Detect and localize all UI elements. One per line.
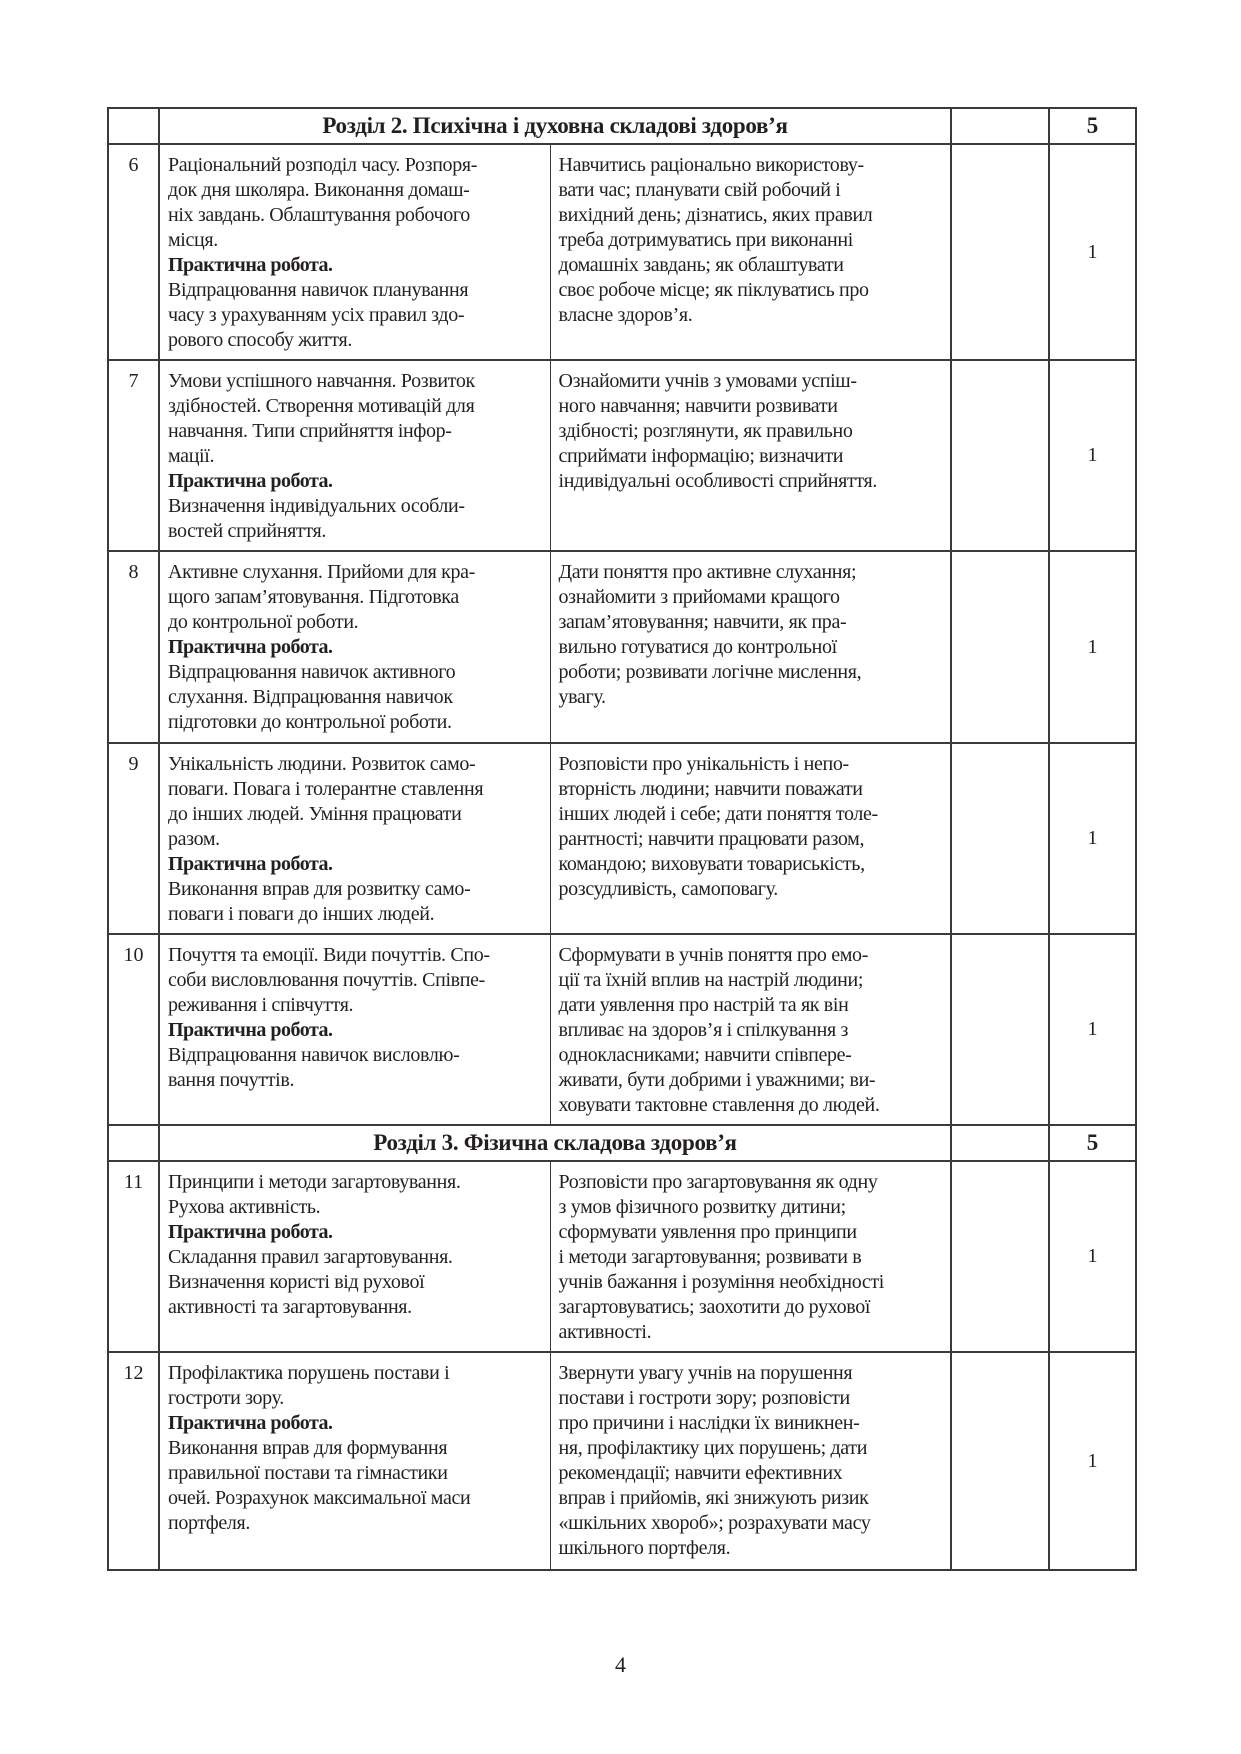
text-line: ознайомити з прийомами кращого xyxy=(558,586,840,608)
text-line: сформувати уявлення про принципи xyxy=(558,1221,857,1243)
text-line: вильно готуватися до контрольної xyxy=(558,636,837,658)
text-line: Рухова активність. xyxy=(168,1196,321,1218)
section-number-cell xyxy=(108,1125,159,1161)
lesson-empty-cell xyxy=(951,1352,1049,1570)
text-line: Принципи і методи загартовування. xyxy=(168,1171,461,1193)
lesson-empty-cell xyxy=(951,1161,1049,1352)
lesson-topic xyxy=(160,361,550,550)
text-line: треба дотримуватись при виконанні xyxy=(558,229,853,251)
text-line: Активне слухання. Прийоми для кра- xyxy=(168,561,475,583)
lesson-row xyxy=(108,551,1136,743)
text-line: Відпрацювання навичок планування xyxy=(168,279,469,301)
text-line: місця. xyxy=(168,229,218,251)
text-line: індивідуальні особливості сприйняття. xyxy=(558,470,878,492)
text-line: разом. xyxy=(168,828,220,850)
lesson-topic-cell xyxy=(159,144,550,360)
lesson-topic xyxy=(160,744,550,933)
lesson-hours: 1 xyxy=(1049,1352,1136,1570)
text-line: розсудливість, самоповагу. xyxy=(558,878,778,900)
lesson-hours: 1 xyxy=(1049,144,1136,360)
lesson-goals xyxy=(551,1353,951,1567)
text-line: Раціональний розподіл часу. Розпоря- xyxy=(168,154,478,176)
text-line: правильної постави та гімнастики xyxy=(168,1462,448,1484)
text-line: Розповісти про загартовування як одну xyxy=(558,1171,878,1193)
text-line: Виконання вправ для розвитку само- xyxy=(168,878,471,900)
curriculum-table-body xyxy=(108,108,1136,1570)
text-line: живати, бути добрими і уважними; ви- xyxy=(558,1069,876,1091)
text-line: активності. xyxy=(558,1321,652,1343)
lesson-goals xyxy=(551,744,951,908)
lesson-hours: 1 xyxy=(1049,360,1136,551)
lesson-topic-cell xyxy=(159,1352,550,1570)
lesson-empty-cell xyxy=(951,551,1049,743)
text-line: ніх завдань. Облаштування робочого xyxy=(168,204,470,226)
text-line: підготовки до контрольної роботи. xyxy=(168,711,452,733)
lesson-topic-cell xyxy=(159,1161,550,1352)
lesson-topic xyxy=(160,935,550,1099)
text-line: мації. xyxy=(168,445,215,467)
lesson-hours: 1 xyxy=(1049,934,1136,1125)
section-number-cell xyxy=(108,108,159,144)
lesson-goals xyxy=(551,1162,951,1351)
text-line: здібності; розглянути, як правильно xyxy=(558,420,853,442)
lesson-row xyxy=(108,934,1136,1125)
text-line: вправ і прийомів, які знижують ризик xyxy=(558,1487,869,1509)
section-title: Розділ 2. Психічна і духовна складові здоров’я xyxy=(159,108,951,144)
text-line: Відпрацювання навичок активного xyxy=(168,661,456,683)
lesson-empty-cell xyxy=(951,934,1049,1125)
text-line: ня, профілактику цих порушень; дати xyxy=(558,1437,868,1459)
text-line: рантності; навчити працювати разом, xyxy=(558,828,865,850)
text-line: увагу. xyxy=(558,686,606,708)
lesson-topic-cell xyxy=(159,360,550,551)
text-line: портфеля. xyxy=(168,1512,251,1534)
text-line: поваги і поваги до інших людей. xyxy=(168,903,435,925)
lesson-number: 9 xyxy=(108,743,159,934)
text-line: док дня школяра. Виконання домаш- xyxy=(168,179,470,201)
lesson-row xyxy=(108,144,1136,360)
lesson-empty-cell xyxy=(951,743,1049,934)
practical-work-label: Практична робота. xyxy=(168,853,333,875)
text-line: соби висловлювання почуттів. Співпе- xyxy=(168,969,485,991)
text-line: постави і гостроти зору; розповісти xyxy=(558,1387,850,1409)
text-line: сприймати інформацію; визначити xyxy=(558,445,844,467)
lesson-goal-cell xyxy=(550,360,951,551)
text-line: до контрольної роботи. xyxy=(168,611,359,633)
lesson-goal-cell xyxy=(550,551,951,743)
lesson-topic xyxy=(160,145,550,359)
text-line: Визначення користі від рухової xyxy=(168,1271,425,1293)
text-line: Звернути увагу учнів на порушення xyxy=(558,1362,853,1384)
section-hours: 5 xyxy=(1049,108,1136,144)
text-line: вати час; планувати свій робочий і xyxy=(558,179,841,201)
text-line: рового способу життя. xyxy=(168,329,352,351)
lesson-number: 11 xyxy=(108,1161,159,1352)
text-line: командою; виховувати товариськість, xyxy=(558,853,865,875)
section-header-row xyxy=(108,1125,1136,1161)
text-line: Виконання вправ для формування xyxy=(168,1437,448,1459)
lesson-goals xyxy=(551,552,951,716)
text-line: навчання. Типи сприйняття інфор- xyxy=(168,420,452,442)
text-line: домашніх завдань; як облаштувати xyxy=(558,254,844,276)
lesson-number: 8 xyxy=(108,551,159,743)
lesson-topic xyxy=(160,1162,550,1326)
lesson-goals xyxy=(551,935,951,1124)
text-line: і методи загартовування; розвивати в xyxy=(558,1246,862,1268)
page-number: 4 xyxy=(615,1652,626,1677)
lesson-topic-cell xyxy=(159,743,550,934)
lesson-goal-cell xyxy=(550,1161,951,1352)
text-line: здібностей. Створення мотивацій для xyxy=(168,395,475,417)
text-line: вання почуттів. xyxy=(168,1069,295,1091)
practical-work-label: Практична робота. xyxy=(168,1412,333,1434)
text-line: очей. Розрахунок максимальної маси xyxy=(168,1487,471,1509)
text-line: востей сприйняття. xyxy=(168,520,327,542)
text-line: запам’ятовування; навчити, як пра- xyxy=(558,611,847,633)
lesson-row xyxy=(108,360,1136,551)
section-header-row xyxy=(108,108,1136,144)
section-empty-cell xyxy=(951,1125,1049,1161)
lesson-goal-cell xyxy=(550,1352,951,1570)
text-line: Визначення індивідуальних особли- xyxy=(168,495,465,517)
lesson-number: 10 xyxy=(108,934,159,1125)
text-line: Навчитись раціонально використову- xyxy=(558,154,864,176)
text-line: рекомендації; навчити ефективних xyxy=(558,1462,843,1484)
text-line: вторність людини; навчити поважати xyxy=(558,778,863,800)
lesson-goal-cell xyxy=(550,743,951,934)
text-line: Унікальність людини. Розвиток само- xyxy=(168,753,476,775)
text-line: Сформувати в учнів поняття про емо- xyxy=(558,944,869,966)
text-line: «шкільних хвороб»; розрахувати масу xyxy=(558,1512,871,1534)
text-line: Ознайомити учнів з умовами успіш- xyxy=(558,370,857,392)
practical-work-label: Практична робота. xyxy=(168,1221,333,1243)
text-line: реживання і співчуття. xyxy=(168,994,354,1016)
lesson-goals xyxy=(551,145,951,334)
lesson-row xyxy=(108,1352,1136,1570)
text-line: ції та їхній вплив на настрій людини; xyxy=(558,969,864,991)
section-title: Розділ 3. Фізична складова здоров’я xyxy=(159,1125,951,1161)
text-line: вихідний день; дізнатись, яких правил xyxy=(558,204,873,226)
lesson-goal-cell xyxy=(550,934,951,1125)
practical-work-label: Практична робота. xyxy=(168,1019,333,1041)
lesson-topic-cell xyxy=(159,551,550,743)
text-line: про причини і наслідки їх виникнен- xyxy=(558,1412,860,1434)
text-line: Складання правил загартовування. xyxy=(168,1246,453,1268)
text-line: поваги. Повага і толерантне ставлення xyxy=(168,778,484,800)
lesson-empty-cell xyxy=(951,144,1049,360)
practical-work-label: Практична робота. xyxy=(168,254,333,276)
lesson-hours: 1 xyxy=(1049,743,1136,934)
lesson-hours: 1 xyxy=(1049,551,1136,743)
text-line: власне здоров’я. xyxy=(558,304,693,326)
lesson-row xyxy=(108,743,1136,934)
text-line: загартовуватись; заохотити до рухової xyxy=(558,1296,871,1318)
text-line: слухання. Відпрацювання навичок xyxy=(168,686,453,708)
text-line: Профілактика порушень постави і xyxy=(168,1362,450,1384)
text-line: Розповісти про унікальність і непо- xyxy=(558,753,849,775)
text-line: шкільного портфеля. xyxy=(558,1537,731,1559)
section-hours: 5 xyxy=(1049,1125,1136,1161)
text-line: учнів бажання і розуміння необхідності xyxy=(558,1271,885,1293)
lesson-topic-cell xyxy=(159,934,550,1125)
text-line: гостроти зору. xyxy=(168,1387,284,1409)
text-line: дати уявлення про настрій та як він xyxy=(558,994,849,1016)
lesson-hours: 1 xyxy=(1049,1161,1136,1352)
lesson-goals xyxy=(551,361,951,500)
lesson-number: 12 xyxy=(108,1352,159,1570)
text-line: часу з урахуванням усіх правил здо- xyxy=(168,304,465,326)
text-line: Умови успішного навчання. Розвиток xyxy=(168,370,475,392)
lesson-goal-cell xyxy=(550,144,951,360)
lesson-number: 7 xyxy=(108,360,159,551)
section-empty-cell xyxy=(951,108,1049,144)
text-line: Дати поняття про активне слухання; xyxy=(558,561,857,583)
text-line: Відпрацювання навичок висловлю- xyxy=(168,1044,460,1066)
text-line: ховувати тактовне ставлення до людей. xyxy=(558,1094,880,1116)
text-line: однокласниками; навчити співпере- xyxy=(558,1044,852,1066)
text-line: впливає на здоров’я і спілкування з xyxy=(558,1019,848,1041)
text-line: до інших людей. Уміння працювати xyxy=(168,803,462,825)
lesson-topic xyxy=(160,552,550,741)
text-line: ного навчання; навчити розвивати xyxy=(558,395,838,417)
practical-work-label: Практична робота. xyxy=(168,470,333,492)
lesson-empty-cell xyxy=(951,360,1049,551)
text-line: активності та загартовування. xyxy=(168,1296,412,1318)
text-line: з умов фізичного розвитку дитини; xyxy=(558,1196,846,1218)
text-line: роботи; розвивати логічне мислення, xyxy=(558,661,862,683)
practical-work-label: Практична робота. xyxy=(168,636,333,658)
text-line: Почуття та емоції. Види почуттів. Спо- xyxy=(168,944,490,966)
text-line: своє робоче місце; як піклуватись про xyxy=(558,279,869,301)
curriculum-table xyxy=(107,107,1137,1571)
text-line: щого запам’ятовування. Підготовка xyxy=(168,586,459,608)
text-line: інших людей і себе; дати поняття толе- xyxy=(558,803,878,825)
lesson-number: 6 xyxy=(108,144,159,360)
lesson-row xyxy=(108,1161,1136,1352)
lesson-topic xyxy=(160,1353,550,1542)
